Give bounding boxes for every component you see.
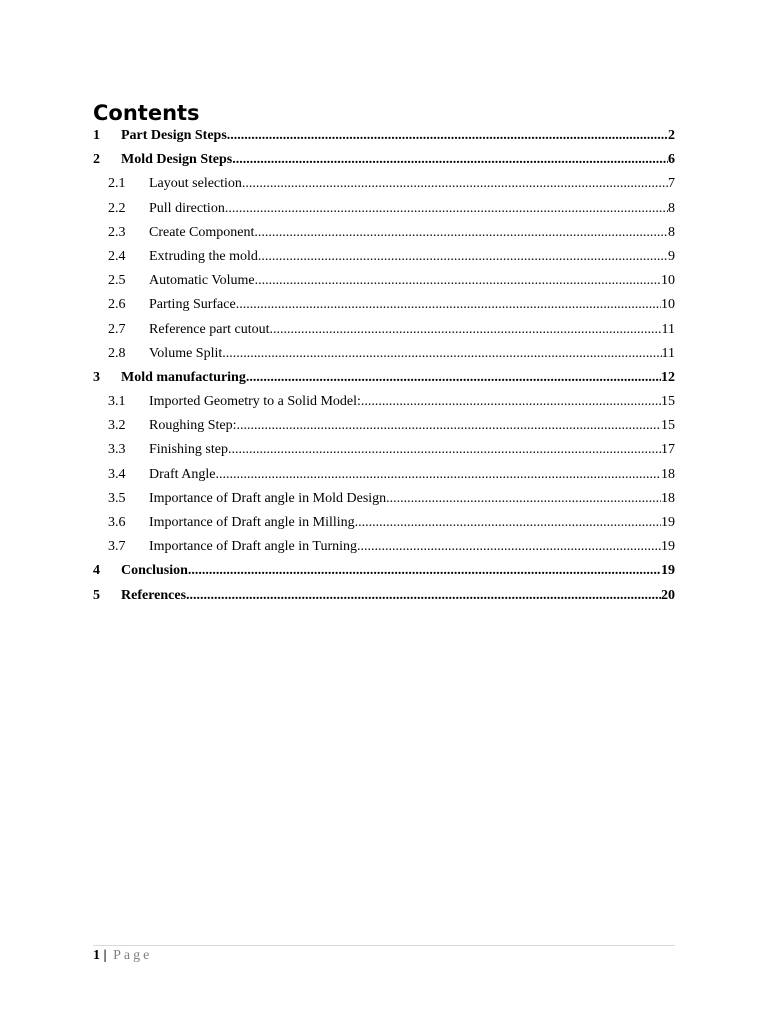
toc-entry-number: 2.1 <box>108 176 126 192</box>
toc-entry-2[interactable] <box>93 148 675 172</box>
toc-entry-label: Conclusion <box>121 563 188 579</box>
toc-dot-leader <box>246 366 661 390</box>
toc-entry-1[interactable] <box>93 124 675 148</box>
toc-dot-leader <box>236 148 668 172</box>
toc-entry-page: 19 <box>661 515 675 530</box>
toc-entry-4[interactable] <box>93 559 675 583</box>
toc-dot-leader <box>236 293 661 317</box>
toc-entry-number: 2.7 <box>108 321 126 337</box>
toc-dot-leader <box>225 197 668 221</box>
toc-entry-2-5[interactable] <box>93 269 675 293</box>
toc-dot-leader <box>237 414 661 438</box>
toc-entry-label: Draft Angle <box>149 466 216 482</box>
toc-dot-leader <box>355 511 661 535</box>
toc-entry-2-4[interactable] <box>93 245 675 269</box>
toc-dot-leader <box>255 269 661 293</box>
toc-entry-number: 4 <box>93 563 100 579</box>
toc-entry-number: 1 <box>93 128 100 143</box>
toc-entry-number: 3.7 <box>108 539 126 555</box>
toc-entry-label: Automatic Volume <box>149 273 255 289</box>
toc-entry-number: 2.5 <box>108 273 126 289</box>
toc-entry-number: 3.1 <box>108 394 126 410</box>
toc-entry-3-7[interactable] <box>93 535 675 559</box>
toc-dot-leader <box>242 172 668 196</box>
toc-entry-number: 5 <box>93 587 100 603</box>
toc-dot-leader <box>186 584 661 608</box>
footer-page-number: 1 <box>93 948 100 963</box>
toc-dot-leader <box>258 245 668 269</box>
toc-entry-page: 18 <box>661 490 675 506</box>
footer-divider <box>93 945 675 946</box>
toc-entry-page: 12 <box>661 369 675 385</box>
toc-dot-leader <box>361 390 661 414</box>
toc-entry-label: Extruding the mold <box>149 248 258 264</box>
toc-entry-label: Parting Surface <box>149 297 236 313</box>
toc-entry-2-1[interactable] <box>93 172 675 196</box>
toc-entry-label: Pull direction <box>149 200 225 216</box>
toc-dot-leader <box>228 438 661 462</box>
toc-entry-page: 11 <box>661 345 675 361</box>
toc-entry-page: 6 <box>668 152 675 168</box>
page-footer <box>93 947 152 965</box>
toc-entry-number: 3 <box>93 369 100 385</box>
toc-dot-leader <box>254 221 668 245</box>
toc-entry-label: Importance of Draft angle in Mold Design <box>149 490 387 506</box>
toc-dot-leader <box>386 487 661 511</box>
toc-entry-2-7[interactable] <box>93 318 675 342</box>
toc-dot-leader <box>222 342 661 366</box>
toc-entry-label: Importance of Draft angle in Milling <box>149 515 355 530</box>
toc-entry-page: 15 <box>661 394 675 410</box>
toc-entry-page: 7 <box>668 176 675 192</box>
toc-entry-page: 17 <box>661 442 675 458</box>
toc-entry-3-5[interactable] <box>93 487 675 511</box>
toc-entry-2-8[interactable] <box>93 342 675 366</box>
toc-entry-page: 20 <box>661 587 675 603</box>
toc-entry-label: Finishing step <box>149 442 228 458</box>
toc-entry-number: 2.3 <box>108 224 126 240</box>
toc-entry-3-6[interactable] <box>93 511 675 535</box>
toc-entry-page: 8 <box>668 200 675 216</box>
toc-entry-number: 2 <box>93 152 100 168</box>
toc-entry-2-6[interactable] <box>93 293 675 317</box>
toc-entry-label: Create Component <box>149 224 255 240</box>
toc-entry-page: 19 <box>661 563 675 579</box>
toc-entry-label: References <box>121 587 187 603</box>
footer-separator: | <box>103 948 107 963</box>
toc-entry-3-3[interactable] <box>93 438 675 462</box>
toc-entry-3-4[interactable] <box>93 463 675 487</box>
toc-entry-label: Importance of Draft angle in Turning <box>149 539 358 555</box>
toc-entry-5[interactable] <box>93 584 675 608</box>
toc-entry-page: 15 <box>661 418 675 434</box>
toc-entry-label: Mold Design Steps. <box>121 152 236 168</box>
toc-entry-number: 3.2 <box>108 418 126 434</box>
toc-dot-leader <box>270 318 662 342</box>
toc-entry-label: Layout selection <box>149 176 242 192</box>
toc-entry-number: 3.6 <box>108 515 126 530</box>
toc-entry-3[interactable] <box>93 366 675 390</box>
toc-entry-number: 3.4 <box>108 466 126 482</box>
toc-entry-page: 10 <box>661 297 675 313</box>
toc-entry-page: 10 <box>661 273 675 289</box>
toc-entry-3-1[interactable] <box>93 390 675 414</box>
toc-entry-number: 3.3 <box>108 442 126 458</box>
toc-entry-page: 9 <box>668 248 675 264</box>
toc-entry-number: 2.8 <box>108 345 126 361</box>
toc-dot-leader <box>188 559 661 583</box>
toc-entry-number: 2.2 <box>108 200 126 216</box>
toc-entry-number: 3.5 <box>108 490 126 506</box>
toc-entry-page: 2 <box>668 128 675 143</box>
toc-entry-label: Reference part cutout <box>149 321 270 337</box>
toc-entry-number: 2.4 <box>108 248 126 264</box>
toc-entry-number: 2.6 <box>108 297 126 313</box>
toc-dot-leader <box>215 463 661 487</box>
footer-page-word: Page <box>113 948 153 963</box>
toc-dot-leader <box>227 124 668 148</box>
toc-entry-page: 19 <box>661 539 675 555</box>
toc-entry-3-2[interactable] <box>93 414 675 438</box>
table-of-contents <box>93 124 675 608</box>
toc-entry-label: Part Design Steps <box>121 128 227 143</box>
toc-entry-label: Imported Geometry to a Solid Model: <box>149 394 361 410</box>
toc-entry-label: Volume Split <box>149 345 223 361</box>
toc-entry-label: Roughing Step: <box>149 418 237 434</box>
toc-entry-page: 18 <box>661 466 675 482</box>
toc-entry-page: 11 <box>661 321 675 337</box>
toc-dot-leader <box>357 535 661 559</box>
toc-title: Contents <box>93 101 200 125</box>
toc-entry-2-3[interactable] <box>93 221 675 245</box>
toc-entry-page: 8 <box>668 224 675 240</box>
toc-entry-2-2[interactable] <box>93 197 675 221</box>
toc-entry-label: Mold manufacturing <box>121 369 246 385</box>
